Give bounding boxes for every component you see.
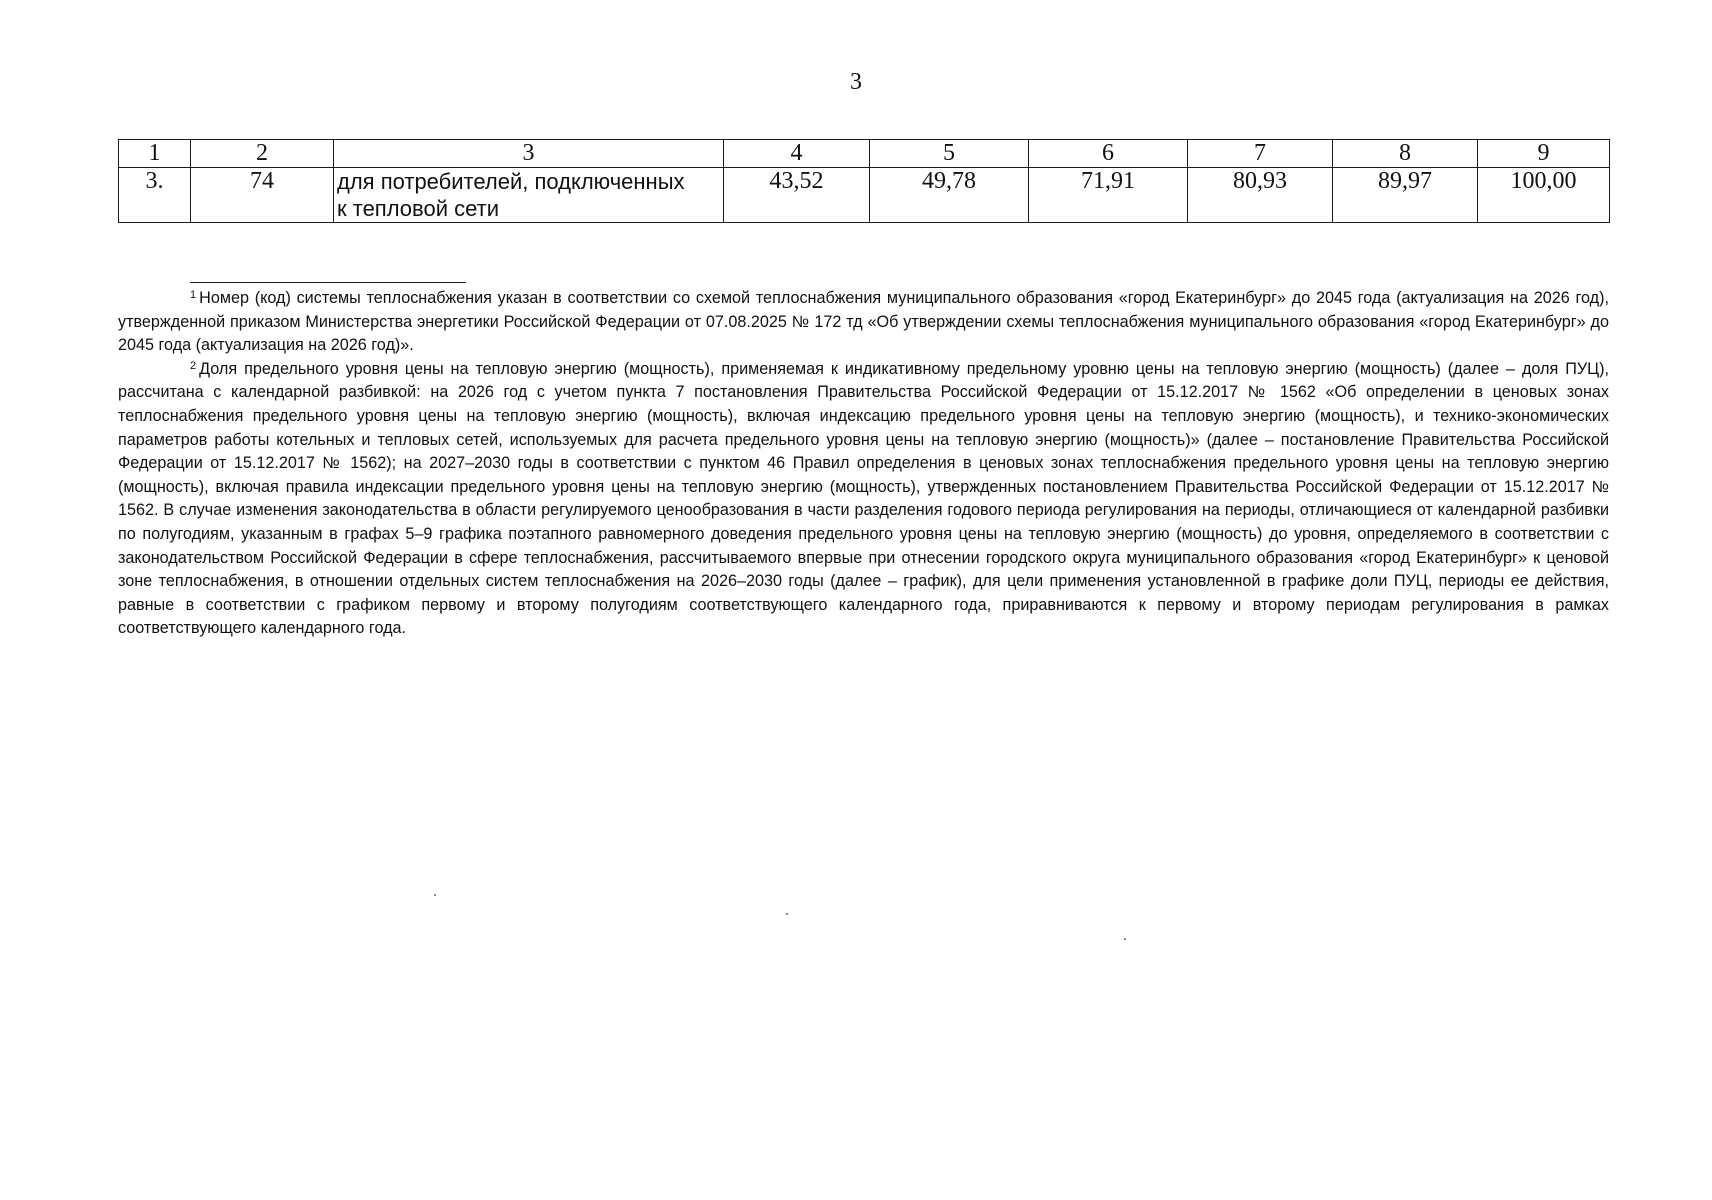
scan-speck [786, 913, 788, 915]
consumer-category-line: для потребителей, подключенных [337, 169, 685, 194]
consumer-category-line: к тепловой сети [337, 196, 499, 221]
system-code-cell: 74 [191, 168, 334, 223]
value-cell: 80,93 [1188, 168, 1333, 223]
footnotes [118, 287, 1609, 641]
tariff-share-table [118, 139, 1610, 223]
scan-speck [1124, 938, 1126, 940]
footnote-text: Доля предельного уровня цены на тепловую энергию (мощность), применяемая к индикативному предельному уровню цены на тепловую энергию (мощность) (далее – доля ПУЦ), рассчитана с календарной разбивкой: на 2026 год с учетом пункта 7 постановления Правительства Российской Федерации от 15.12.2017 № 1562 «Об определении в ценовых зонах теплоснабжения предельного уровня цены на тепловую энергию (мощность), включая индексацию предельного уровня цены на тепловую энергию (мощность), и технико-экономических параметров работы котельных и тепловых сетей, используемых для расчета предельного уровня цены на тепловую энергию (мощность)» (далее – постановление Правительства Российской Федерации от 15.12.2017 № 1562); на 2027–2030 годы в соответствии с пунктом 46 Правил определения в ценовых зонах теплоснабжения предельного уровня цены на тепловую энергию (мощность), включая правила индексации предельного уровня цены на тепловую энергию (мощность), утвержденных постановлением Правительства Российской Федерации от 15.12.2017 № 1562. В случае изменения законодательства в области регулируемого ценообразования в части разделения годового периода регулирования на периоды, отличающиеся от календарной разбивки по полугодиям, указанным в графах 5–9 графика поэтапного равномерного доведения предельного уровня цены на тепловую энергию (мощность) до уровня, определяемого в соответствии с законодательством Российской Федерации в сфере теплоснабжения, рассчитываемого впервые при отнесении городского округа муниципального образования «город Екатеринбург» к ценовой зоне теплоснабжения, в отношении отдельных систем теплоснабжения на 2026–2030 годы (далее – график), для цели применения установленной в графике доли ПУЦ, периоды ее действия, равные в соответствии с графиком первому и второму полугодиям соответствующего календарного года, приравниваются к первому и второму периодам регулирования в рамках соответствующего календарного года. [118, 359, 1609, 638]
value-cell: 71,91 [1029, 168, 1188, 223]
value-cell: 100,00 [1478, 168, 1610, 223]
column-number-cell: 3 [334, 140, 724, 168]
consumer-category-cell [334, 168, 724, 223]
scan-speck [434, 894, 436, 896]
column-number-row [119, 140, 1610, 168]
page-number: 3 [850, 69, 862, 95]
column-number-cell: 9 [1478, 140, 1610, 168]
footnote-marker: 1 [190, 289, 197, 302]
value-cell: 49,78 [870, 168, 1029, 223]
footnote-1 [118, 287, 1609, 358]
row-index-cell: 3. [119, 168, 191, 223]
value-cell: 43,52 [724, 168, 870, 223]
footnote-marker: 2 [190, 359, 197, 372]
footnote-2 [118, 358, 1609, 641]
footnote-separator [190, 282, 466, 283]
column-number-cell: 4 [724, 140, 870, 168]
column-number-cell: 6 [1029, 140, 1188, 168]
column-number-cell: 1 [119, 140, 191, 168]
column-number-cell: 2 [191, 140, 334, 168]
column-number-cell: 8 [1333, 140, 1478, 168]
footnote-text: Номер (код) системы теплоснабжения указан в соответствии со схемой теплоснабжения муниципального образования «город Екатеринбург» до 2045 года (актуализация на 2026 год), утвержденной приказом Министерства энергетики Российской Федерации от 07.08.2025 № 172 тд «Об утверждении схемы теплоснабжения муниципального образования «город Екатеринбург» до 2045 года (актуализация на 2026 год)». [118, 289, 1609, 355]
table-row [119, 168, 1610, 223]
column-number-cell: 5 [870, 140, 1029, 168]
value-cell: 89,97 [1333, 168, 1478, 223]
column-number-cell: 7 [1188, 140, 1333, 168]
